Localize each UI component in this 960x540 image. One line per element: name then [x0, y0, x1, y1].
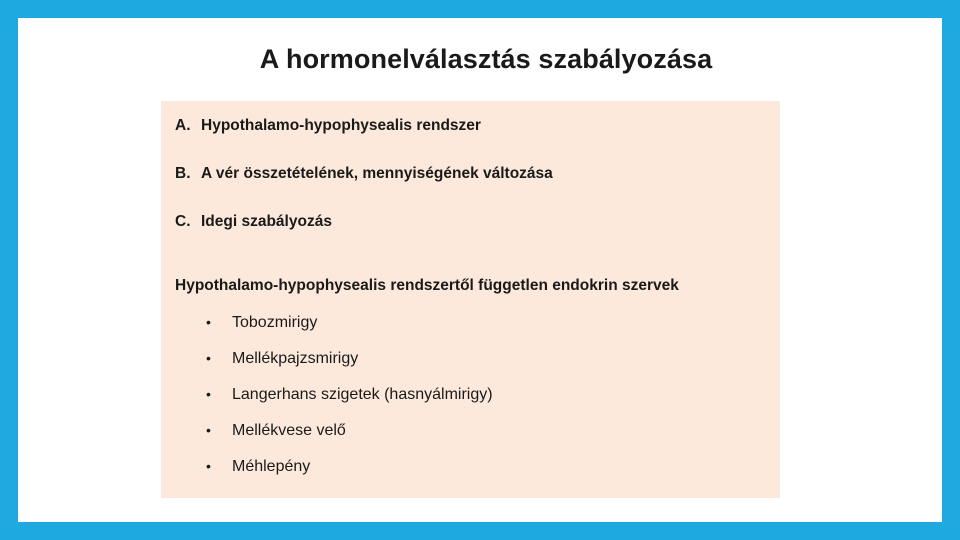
list-item — [206, 350, 358, 368]
section-text: Idegi szabályozás — [201, 213, 332, 230]
list-item — [206, 314, 317, 332]
bullet-icon: • — [206, 386, 211, 402]
bullet-icon: • — [206, 350, 211, 366]
section-letter: C. — [175, 213, 191, 230]
bullet-icon: • — [206, 314, 211, 330]
list-item-text: Tobozmirigy — [232, 314, 318, 331]
list-item-text: Mellékvese velő — [232, 422, 346, 439]
bullet-icon: • — [206, 458, 211, 474]
list-item — [206, 458, 310, 476]
list-item-text: Langerhans szigetek (hasnyálmirigy) — [232, 386, 493, 403]
slide-title: A hormonelválasztás szabályozása — [259, 44, 713, 74]
section-text: A vér összetételének, mennyiségének változása — [201, 165, 553, 182]
section-item-c — [175, 213, 332, 231]
list-item-text: Méhlepény — [232, 458, 311, 475]
section-item-b — [175, 165, 553, 183]
section-letter: B. — [175, 165, 191, 182]
section-letter: A. — [175, 117, 191, 134]
section-text: Hypothalamo-hypophysealis rendszer — [201, 117, 481, 134]
list-item — [206, 422, 346, 440]
content-box — [161, 101, 780, 498]
list-item — [206, 386, 493, 404]
section-item-a — [175, 117, 481, 135]
list-item-text: Mellékpajzsmirigy — [232, 350, 359, 367]
slide — [18, 18, 942, 522]
bullet-icon: • — [206, 422, 211, 438]
subheading: Hypothalamo-hypophysealis rendszertől független endokrin szervek — [175, 277, 679, 294]
